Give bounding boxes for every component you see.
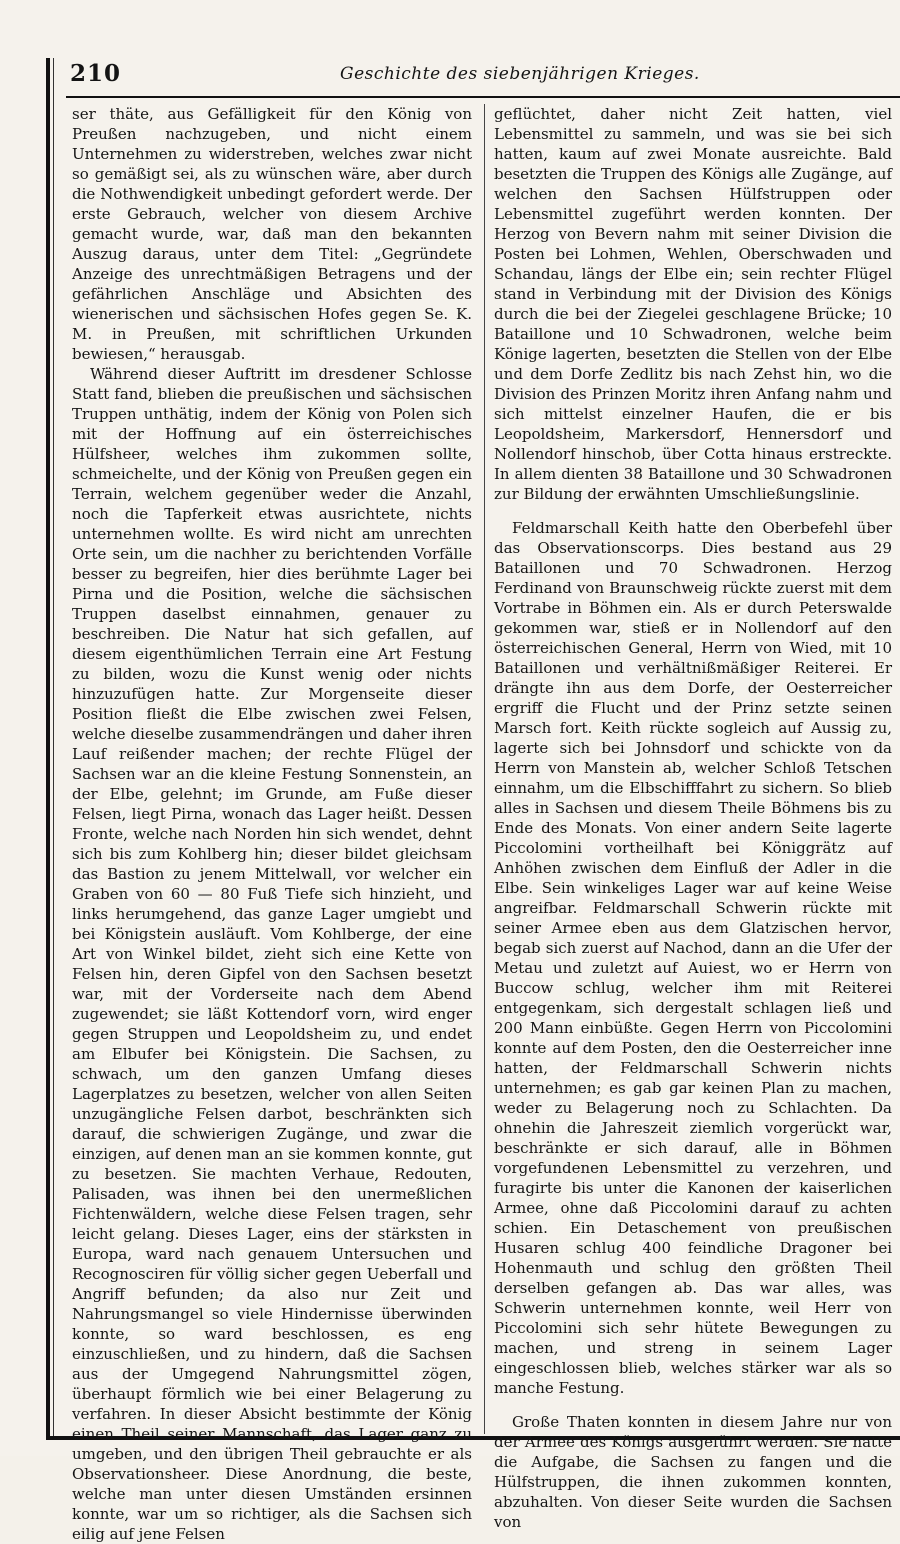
right-paragraph-3: Große Thaten konnten in diesem Jahre nur von der Armee des Königs ausgeführt werden. Sie hatte die Aufgabe, die Sachsen zu fangen und die Hülfstruppen, die ihnen zukommen konnten, abzuhalten. Von dieser Seite wurden die Sachsen von [494, 1413, 892, 1531]
right-paragraph-2: Feldmarschall Keith hatte den Oberbefehl über das Observationscorps. Dies bestand aus 29 Bataillonen und 70 Schwadronen. Herzog Ferdinand von Braunschweig rückte zuerst mit dem Vortrabe in Böhmen ein. Als er durch Peterswalde gekommen war, stieß er in Nollendorf auf den österreichischen General, Herrn von Wied, mit 10 Bataillonen und verhältnißmäßiger Reiterei. Er drängte ihn aus dem Dorfe, der Oesterreicher ergriff die Flucht und der Prinz setzte seinen Marsch fort. Keith rückte sogleich auf Aussig zu, lagerte sich bei Johnsdorf und schickte von da Herrn von Manstein ab, welcher Schloß Tetschen einnahm, um die Elbschifffahrt zu sichern. So blieb alles in Sachsen und diesem Theile Böhmens bis zu Ende des Monats. Von einer andern Seite lagerte Piccolomini vortheilhaft bei Königgrätz auf Anhöhen zwischen dem Einfluß der Adler in die Elbe. Sein winkeliges Lager war auf keine Weise angreifbar. Feldmarschall Schwerin rückte mit seiner Armee eben aus dem Glatzischen hervor, begab sich zuerst auf Nachod, dann an die Ufer der Metau und zuletzt auf Auiest, wo er Herrn von Buccow schlug, welcher ihm mit Reiterei entgegenkam, sich dergestalt schlagen ließ und 200 Mann einbüßte. Gegen Herrn von Piccolomini konnte auf dem Posten, den die Oesterreicher inne hatten, der Feldmarschall Schwerin nichts unternehmen; es gab gar keinen Plan zu machen, weder zu Belagerung noch zu Schlachten. Da ohnehin die Jahreszeit ziemlich vorgerückt war, beschränkte er sich darauf, alle in Böhmen vorgefundenen Lebensmittel zu verzehren, und furagirte bis unter die Kanonen der kaiserlichen Armee, ohne daß Piccolomini darauf zu achten schien. Ein Detaschement von preußischen Husaren schlug 400 feindliche Dragoner bei Hohenmauth und schlug den größten Theil derselben gefangen ab. Das war alles, was Schwerin unternehmen konnte, weil Herr von Piccolomini sich sehr hütete Bewegungen zu machen, und streng in seinem Lager eingeschlossen blieb, welches stärker war als so manche Festung. [494, 519, 892, 1397]
right-paragraph-1: geflüchtet, daher nicht Zeit hatten, viel Lebensmittel zu sammeln, und was sie bei sich hatten, kaum auf zwei Monate ausreichte. Bald besetzten die Truppen des Königs alle Zugänge, auf welchen den Sachsen Hülfstruppen oder Lebensmittel zugeführt werden konnten. Der Herzog von Bevern nahm mit seiner Division die Posten bei Lohmen, Wehlen, Oberschwaden und Schandau, längs der Elbe ein; sein rechter Flügel stand in Verbindung mit der Division des Königs durch die bei der Ziegelei geschlagene Brücke; 10 Bataillone und 10 Schwadronen, welche beim Könige lagerten, besetzten die Stellen von der Elbe und dem Dorfe Zedlitz bis nach Zehst hin, wo die Division des Prinzen Moritz ihren Anfang nahm und sich mittelst einzelner Haufen, die er bis Leopoldsheim, Markersdorf, Hennersdorf und Nollendorf hinschob, über Cotta hinaus erstreckte. In allem dienten 38 Bataillone und 30 Schwadronen zur Bildung der erwähnten Umschließungslinie. [494, 105, 892, 503]
page-frame-left-inner-rule [53, 58, 54, 1438]
left-column [72, 104, 472, 1543]
header-rule [66, 96, 900, 98]
right-column [494, 104, 892, 1531]
page-number: 210 [70, 60, 122, 87]
running-title: Geschichte des siebenjährigen Krieges. [340, 64, 700, 84]
left-paragraph-1: ser thäte, aus Gefälligkeit für den König von Preußen nachzugeben, und nicht einem Unternehmen zu widerstreben, welches zwar nicht so gemäßigt sei, als zu wünschen wäre, aber durch die Nothwendigkeit unbedingt gefordert werde. Der erste Gebrauch, welcher von diesem Archive gemacht wurde, war, daß man den bekannten Auszug daraus, unter dem Titel: „Gegründete Anzeige des unrechtmäßigen Betragens und der gefährlichen Anschläge und Absichten des wienerischen und sächsischen Hofes gegen Se. K. M. in Preußen, mit schriftlichen Urkunden bewiesen,“ herausgab. [72, 105, 472, 363]
page-frame-left-rule [46, 58, 50, 1438]
column-divider [484, 104, 485, 1434]
left-paragraph-2: Während dieser Auftritt im dresdener Schlosse Statt fand, blieben die preußischen und sächsischen Truppen unthätig, indem der König von Polen sich mit der Hoffnung auf ein österreichisches Hülfsheer, welches ihm zukommen sollte, schmeichelte, und der König von Preußen gegen ein Terrain, welchem gegenüber weder die Anzahl, noch die Tapferkeit etwas ausrichtete, nichts unternehmen wollte. Es wird nicht am unrechten Orte sein, um die nachher zu berichtenden Vorfälle besser zu begreifen, hier dies berühmte Lager bei Pirna und die Position, welche die sächsischen Truppen daselbst einnahmen, genauer zu beschreiben. Die Natur hat sich gefallen, auf diesem eigenthümlichen Terrain eine Art Festung zu bilden, wozu die Kunst wenig oder nichts hinzuzufügen hatte. Zur Morgenseite dieser Position fließt die Elbe zwischen zwei Felsen, welche dieselbe zusammendrängen und daher ihren Lauf reißender machen; der rechte Flügel der Sachsen war an die kleine Festung Sonnenstein, an der Elbe, gelehnt; im Grunde, am Fuße dieser Felsen, liegt Pirna, wonach das Lager heißt. Dessen Fronte, welche nach Norden hin sich wendet, dehnt sich bis zum Kohlberg hin; dieser bildet gleichsam das Bastion zu jenem Mittelwall, vor welcher ein Graben von 60 — 80 Fuß Tiefe sich hinzieht, und links herumgehend, das ganze Lager umgiebt und bei Königstein ausläuft. Vom Kohlberge, der eine Art von Winkel bildet, zieht sich eine Kette von Felsen hin, deren Gipfel von den Sachsen besetzt war, mit der Vorderseite nach dem Abend zugewendet; sie läßt Kottendorf vorn, wird enger gegen Struppen und Leopoldsheim zu, und endet am Elbufer bei Königstein. Die Sachsen, zu schwach, um den ganzen Umfang dieses Lagerplatzes zu besetzen, welcher von allen Seiten unzugängliche Felsen darbot, beschränkten sich darauf, die schwierigen Zugänge, und zwar die einzigen, auf denen man an sie kommen konnte, gut zu besetzen. Sie machten Verhaue, Redouten, Palisaden, was ihnen bei den unermeßlichen Fichtenwäldern, welche diese Felsen tragen, sehr leicht gelang. Dieses Lager, eins der stärksten in Europa, ward nach genauem Untersuchen und Recognosciren für völlig sicher gegen Ueberfall und Angriff befunden; da also nur Zeit und Nahrungsmangel so viele Hindernisse überwinden konnte, so ward beschlossen, es eng einzuschließen, und zu hindern, daß die Sachsen aus der Umgegend Nahrungsmittel zögen, überhaupt förmlich wie bei einer Belagerung zu verfahren. In dieser Absicht bestimmte der König einen Theil seiner Mannschaft, das Lager ganz zu umgeben, und den übrigen Theil gebrauchte er als Observationsheer. Diese Anordnung, die beste, welche man unter diesen Umständen ersinnen konnte, war um so richtiger, als die Sachsen sich eilig auf jene Felsen [72, 365, 472, 1543]
page-header [70, 60, 890, 94]
